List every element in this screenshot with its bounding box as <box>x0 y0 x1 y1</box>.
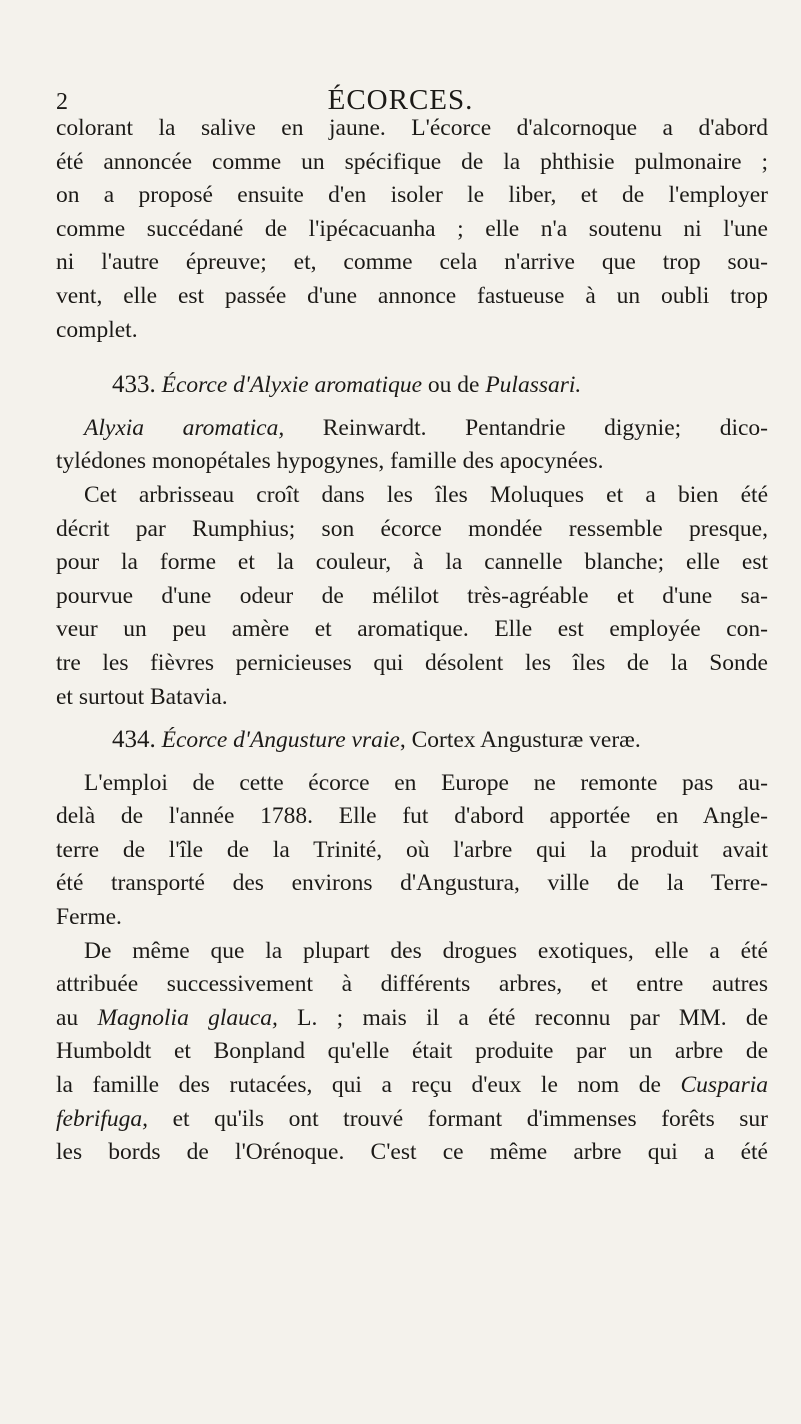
text-line: les bords de l'Orénoque. C'est ce même arbre qui a été <box>56 1139 768 1166</box>
text-line: été annoncée comme un spécifique de la phthisie pulmonaire ; <box>56 148 768 175</box>
text-line: et surtout Batavia. <box>56 683 228 710</box>
text-line: complet. <box>56 316 138 343</box>
section-title-alt: Pulassari. <box>485 372 582 399</box>
text-line: ni l'autre épreuve; et, comme cela n'arrive que trop sou- <box>56 249 768 276</box>
section-number: 434. <box>112 726 156 754</box>
text-line: tre les fièvres pernicieuses qui désolent les îles de la Sonde <box>56 649 768 676</box>
text-line: au Magnolia glauca, L. ; mais il a été reconnu par MM. de <box>56 1004 768 1031</box>
botany-line: tylédones monopétales hypogynes, famille des apocynées. <box>56 448 604 475</box>
text-line: veur un peu amère et aromatique. Elle est employée con- <box>56 616 768 643</box>
page-number: 2 <box>56 89 68 115</box>
section-title-connector: ou de <box>422 372 486 399</box>
text-line: été transporté des environs d'Angustura, ville de la Terre- <box>56 870 768 897</box>
text-line: Ferme. <box>56 904 122 931</box>
body-text <box>56 112 768 1170</box>
text-line: Humboldt et Bonpland qu'elle était produite par un arbre de <box>56 1038 768 1065</box>
botany-name: Alyxia aromatica, <box>84 414 285 441</box>
section-title: Écorce d'Angusture vraie <box>161 727 400 754</box>
text-line: décrit par Rumphius; son écorce mondée ressemble presque, <box>56 515 768 542</box>
text-line: terre de l'île de la Trinité, où l'arbre qui la produit avait <box>56 836 768 863</box>
section-number: 433. <box>112 371 156 399</box>
species-name: Cusparia <box>680 1072 768 1099</box>
running-title: ÉCORCES. <box>327 84 474 116</box>
species-name: Magnolia glauca, <box>97 1004 278 1031</box>
species-name: febrifuga, <box>56 1105 149 1132</box>
text-line: delà de l'année 1788. Elle fut d'abord apportée en Angle- <box>56 803 768 830</box>
text-line: attribuée successivement à différents arbres, et entre autres <box>56 971 768 998</box>
text-line: colorant la salive en jaune. L'écorce d'alcornoque a d'abord <box>56 115 768 141</box>
text-line: Cet arbrisseau croît dans les îles Moluques et a bien été <box>84 481 768 508</box>
botany-line: Alyxia aromatica, Reinwardt. Pentandrie digynie; dico- <box>84 414 768 441</box>
text-line: De même que la plupart des drogues exotiques, elle a été <box>84 937 768 964</box>
section-heading-434 <box>56 723 768 758</box>
section-title: Écorce d'Alyxie aromatique <box>161 372 423 399</box>
text-line: comme succédané de l'ipécacuanha ; elle n'a soutenu ni l'une <box>56 215 768 242</box>
text-line: pourvue d'une odeur de mélilot très-agréable et d'une sa- <box>56 582 768 609</box>
text-line: on a proposé ensuite d'en isoler le liber, et de l'employer <box>56 182 768 209</box>
text-line: la famille des rutacées, qui a reçu d'eux le nom de Cusparia <box>56 1072 768 1099</box>
text-line: pour la forme et la couleur, à la cannelle blanche; elle est <box>56 549 768 576</box>
section-heading-433 <box>56 368 768 403</box>
text-line: febrifuga, et qu'ils ont trouvé formant d'immenses forêts sur <box>56 1105 768 1132</box>
section-title-latin: , Cortex Angusturæ veræ. <box>399 727 641 754</box>
text-line: L'emploi de cette écorce en Europe ne remonte pas au- <box>84 769 768 796</box>
text-line: vent, elle est passée d'une annonce fastueuse à un oubli trop <box>56 282 768 309</box>
